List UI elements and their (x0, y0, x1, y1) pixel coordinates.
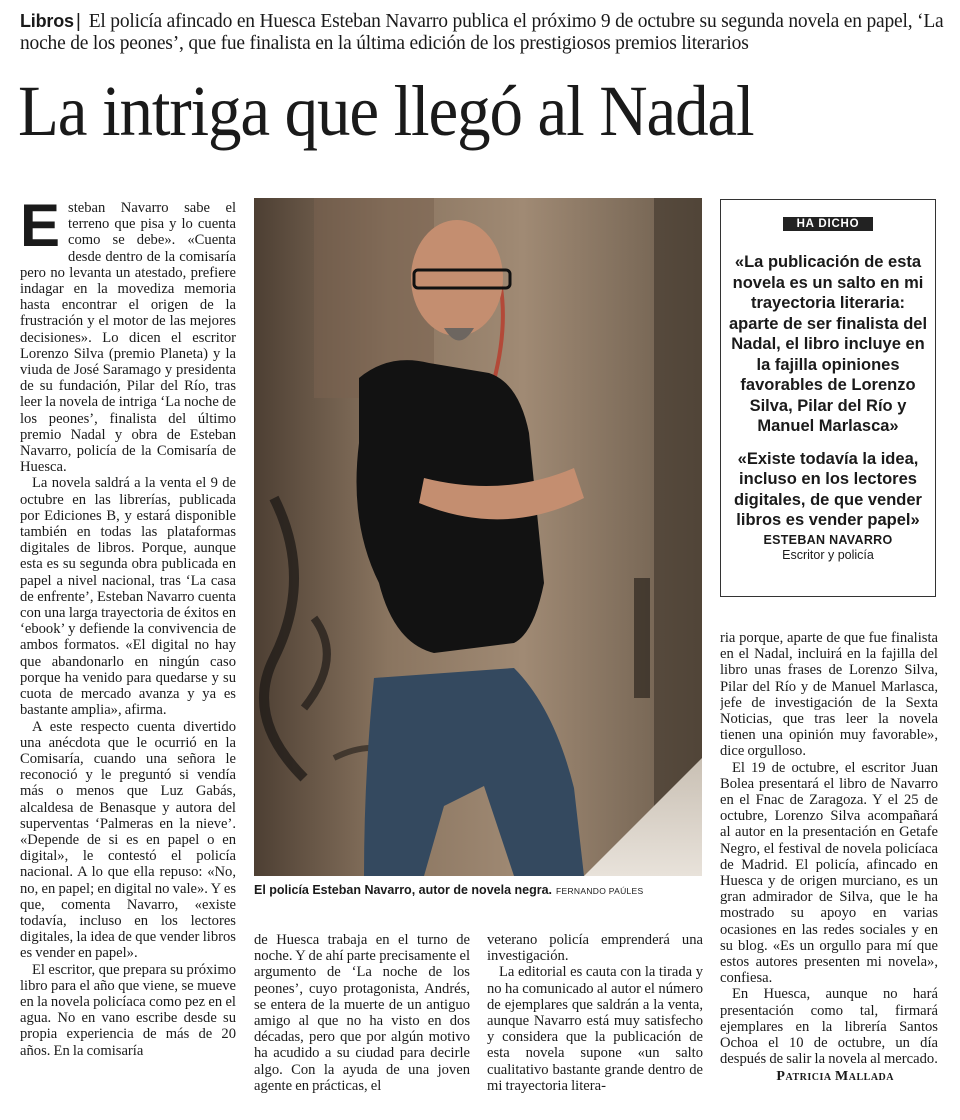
photo-caption (254, 883, 702, 897)
quote-box (720, 199, 936, 597)
headline: La intriga que llegó al Nadal (18, 71, 754, 151)
article-paragraph: La editorial es cauta con la tirada y no ha comunicado al autor el número de ejemplares que saldrán a la venta, aunque Navarro está muy satisfecho y considera que la publicación de esta novela supone «un salto cualitativo bastante grande dentro de mi trayectoria litera- (487, 964, 703, 1094)
caption-text: El policía Esteban Navarro, autor de novela negra. (254, 883, 553, 897)
article-paragraph: Esteban Navarro sabe el terreno que pisa y lo cuenta como se debe». «Cuenta desde dentro de la comisaría pero no levanta un atestado, prefiere indagar en la movediza memoria hasta encontrar el origen de la frustración y el motor de las mejores decisiones». Lo dicen el escritor Lorenzo Silva (premio Planeta) y la viuda de José Saramago y presidenta de su fundación, Pilar del Río, tras leer la novela de intriga ‘La noche de los peones’, finalista del último premio Nadal y obra de Esteban Navarro, policía de la Comisaría de Huesca. (20, 200, 236, 476)
article-paragraph: A este respecto cuenta divertido una anécdota que le ocurrió en la Comisaría, cuando una señora le reconoció y le preguntó si vendía más o menos que Luz Gabás, alcaldesa de Benasque y autora del superventas ‘Palmeras en la nieve’. «Depende de si es en papel o en digital», le contestó el policía nacional. A lo que ella repuso: «No, no, en papel; en digital no vale». Y es que, comenta Navarro, «existe todavía, incluso en los lectores digitales, la idea de que vender libros es vender en papel». (20, 718, 236, 962)
article-column-2 (254, 932, 470, 1102)
article-column-4 (720, 630, 938, 1110)
pull-quote: «La publicación de esta novela es un salto en mi trayectoria literaria: aparte de ser finalista del Nadal, el libro incluye en la fajilla opiniones favorables de Lorenzo Silva, Pilar del Río y Manuel Marlasca» (728, 253, 928, 435)
drop-cap: E (20, 200, 61, 259)
quote-badge: HA DICHO (783, 217, 874, 231)
author-photo (254, 198, 702, 876)
quote-speaker-role: Escritor y policía (782, 547, 874, 562)
article-column-3 (487, 932, 703, 1102)
article-paragraph: El 19 de octubre, el escritor Juan Bolea presentará el libro de Navarro en el Fnac de Zaragoza. Y el 25 de octubre, Lorenzo Silva acompañará al autor en la presentación en Getafe Negro, el festival de novela policíaca de Madrid. El policía, afincado en Huesca y de origen murciano, es un gran admirador de Silva, que le ha mostrado su apoyo en varias ocasiones en las redes sociales y en su blog. «Es un orgullo para mí que estos autores presenten mi novela», confiesa. (720, 759, 938, 987)
article-paragraph: de Huesca trabaja en el turno de noche. Y de ahí parte precisamente el argumento de ‘La noche de los peones’, cuyo protagonista, Andrés, se entera de la muerte de un antiguo amigo al que no ha visto en dos décadas, pero que por algún motivo ha acudido a su ciudad para decirle algo. Con la ayuda de una joven agente en prácticas, el (254, 932, 470, 1094)
article-paragraph: En Huesca, aunque no hará presentación como tal, firmará ejemplares en la librería Santos Ochoa el 10 de octubre, un día después de salir la novela al mercado. (720, 986, 938, 1068)
section-separator: | (75, 10, 81, 32)
article-paragraph: ria porque, aparte de que fue finalista en el Nadal, incluirá en la fajilla del libro unas frases de Lorenzo Silva, Pilar del Río y de Manuel Marlasca, jefe de investigación de la Sexta Noticias, que tras leer la novela tienen una opinión muy favorable», dice orgulloso. (720, 630, 938, 760)
article-paragraph: veterano policía emprenderá una investigación. (487, 932, 703, 965)
quote-speaker: ESTEBAN NAVARRO (763, 532, 893, 547)
pull-quote: «Existe todavía la idea, incluso en los lectores digitales, de que vender libros es vender papel» (734, 449, 922, 529)
photo-credit: FERNANDO PAÚLES (556, 886, 644, 896)
article-header (20, 10, 945, 55)
author-byline: Patricia Mallada (776, 1069, 894, 1085)
section-label: Libros (20, 11, 74, 31)
article-summary: El policía afincado en Huesca Esteban Navarro publica el próximo 9 de octubre su segunda novela en papel, ‘La noche de los peones’, que fue finalista en la última edición de los prestigiosos premios literarios (20, 11, 944, 54)
article-paragraph: El escritor, que prepara su próximo libro para el año que viene, se mueve en la novela policíaca como pez en el agua. No en vano escribe desde su propia experiencia de más de 20 años. En la comisaría (20, 961, 236, 1059)
article-column-1 (20, 200, 236, 1108)
article-paragraph: La novela saldrá a la venta el 9 de octubre en las librerías, publicada por Ediciones B, y estará disponible también en todas las plataformas digitales de libros. Porque, aunque esta es su segunda obra publicada en papel a nivel nacional, tras ‘La casa de enfrente’, Esteban Navarro cuenta con una larga trayectoria de éxitos en ‘ebook’ y defiende la convivencia de ambos formatos. «El digital no hay que abandonarlo en ningún caso porque ha venido para quedarse y su cuota de mercado avanza y ya es bastante amplia», afirma. (20, 475, 236, 719)
